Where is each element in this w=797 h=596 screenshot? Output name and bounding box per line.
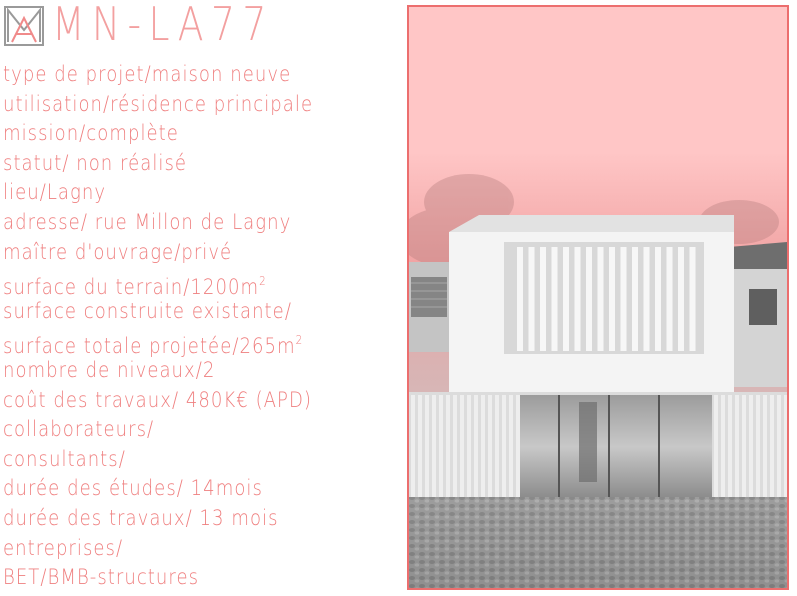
project-fact-text: consultants/: [3, 446, 126, 471]
project-fact-item: [3, 563, 313, 593]
project-fact-item: [3, 297, 313, 327]
project-fact-text: adresse/ rue Millon de Lagny: [3, 209, 292, 234]
project-fact-item: [3, 474, 313, 504]
project-fact-item: [3, 356, 313, 386]
project-fact-text: maître d'ouvrage/privé: [3, 239, 233, 264]
project-fact-text: type de projet/maison neuve: [3, 62, 292, 86]
project-fact-text: surface totale projetée/265m: [3, 334, 296, 359]
project-fact-item: [3, 534, 313, 564]
project-fact-text: collaborateurs/: [3, 417, 155, 442]
project-fact-text: mission/complète: [3, 121, 179, 146]
project-fact-text: durée des études/ 14mois: [3, 476, 263, 501]
project-fact-superscript: 2: [295, 333, 304, 348]
project-fact-item: [3, 415, 313, 445]
project-fact-item: [3, 386, 313, 416]
project-fact-text: lieu/Lagny: [3, 180, 107, 205]
project-fact-text: surface du terrain/1200m: [3, 275, 260, 300]
project-fact-item: [3, 90, 313, 120]
project-title: MN-LA77: [52, 0, 274, 51]
project-fact-item: [3, 119, 313, 149]
project-fact-text: surface construite existante/: [3, 298, 292, 323]
project-fact-superscript: 2: [259, 274, 267, 289]
project-fact-item: [3, 238, 313, 268]
project-fact-item: [3, 149, 313, 179]
project-fact-item: [3, 504, 313, 534]
project-fact-text: durée des travaux/ 13 mois: [3, 505, 279, 530]
project-fact-item: [3, 60, 313, 90]
project-fact-item: [3, 326, 313, 359]
project-fact-item: [3, 208, 313, 238]
logo-mark: [4, 6, 44, 46]
project-fact-text: coût des travaux/ 480K€ (APD): [3, 387, 312, 412]
project-rendering: [407, 5, 789, 590]
project-fact-text: statut/ non réalisé: [3, 150, 188, 175]
project-fact-item: [3, 267, 313, 300]
project-fact-item: [3, 178, 313, 208]
project-fact-text: BET/BMB-structures: [3, 565, 200, 590]
project-fact-item: [3, 445, 313, 475]
project-fact-text: entreprises/: [3, 535, 124, 560]
project-fact-text: utilisation/résidence principale: [3, 91, 314, 116]
project-fact-text: nombre de niveaux/2: [3, 357, 216, 382]
project-facts-list: [3, 60, 364, 593]
